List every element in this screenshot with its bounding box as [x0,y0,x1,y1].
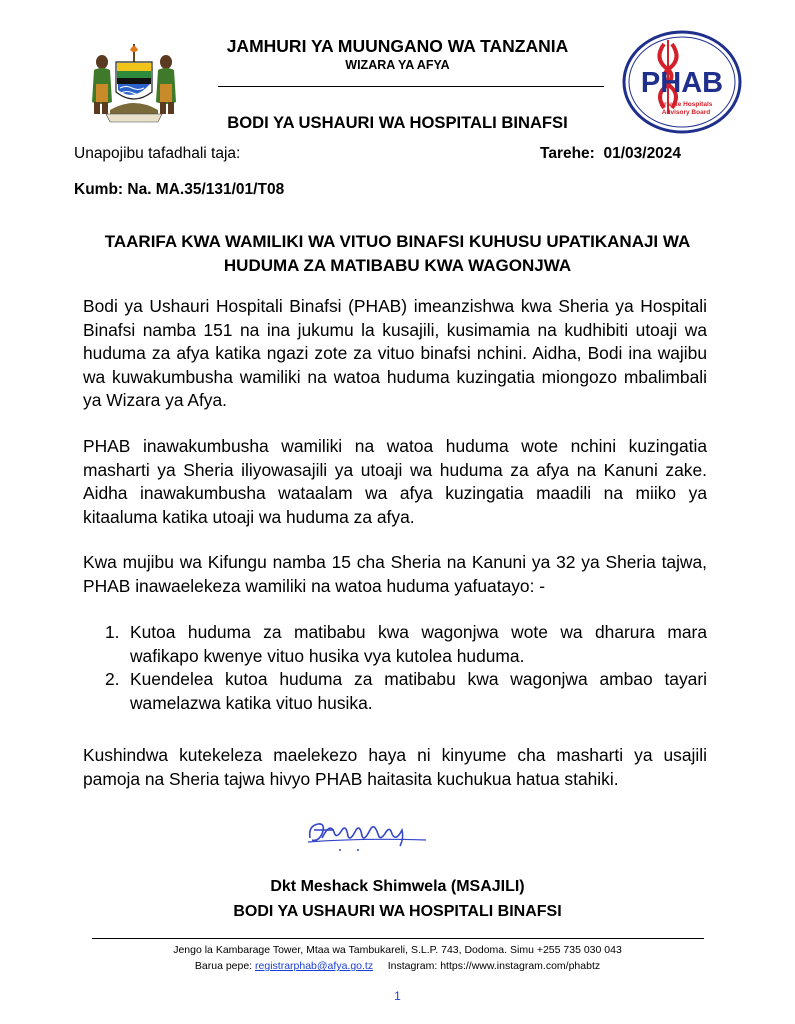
footer-contacts [0,959,795,974]
list-number: 2. [105,669,120,689]
page-number: 1 [394,989,401,1003]
header-divider [218,86,604,87]
list-item [105,668,707,715]
logo-text: PHAB [640,67,724,99]
logo-subtitle-1: Private Hospitals [659,101,713,108]
date-line [540,145,681,163]
phab-logo [620,28,744,136]
reply-label: Unapojibu tafadhali taja: [74,145,241,162]
paragraph-1: Bodi ya Ushauri Hospitali Binafsi (PHAB) imeanzishwa kwa Sheria ya Hospitali Binafsi namba 151 na ina jukumu la kusajili, kusimamia na kudhibiti utoaji wa huduma za afya katika ngazi zote za vituo binafsi nchini. Aidha, Bodi ina wajibu wa kuwakumbusha wamiliki na watoa huduma kuzingatia miongozo mbalimbali ya Wizara ya Afya. [83,296,707,410]
notice-title-line-1: TAARIFA KWA WAMILIKI WA VITUO BINAFSI KUHUSU UPATIKANAJI WA [104,232,691,251]
date-value: 01/03/2024 [603,145,682,162]
notice-title-line-2: HUDUMA ZA MATIBABU KWA WAGONJWA [223,256,572,275]
footer-divider [92,938,704,939]
instructions-list [105,621,707,715]
handwritten-signature [300,808,440,856]
list-text: Kuendelea kutoa huduma za matibabu kwa wagonjwa ambao tayari wamelazwa katika vituo husika. [130,669,707,713]
list-number: 1. [105,622,120,642]
footer-address: Jengo la Kambarage Tower, Mtaa wa Tambukareli, S.L.P. 743, Dodoma. Simu +255 735 030 043 [173,944,622,956]
logo-subtitle-2: Advisory Board [661,109,711,116]
email-link[interactable]: registrarphab@afya.go.tz [255,960,374,972]
republic-heading: JAMHURI YA MUUNGANO WA TANZANIA [226,36,569,56]
paragraph-2: PHAB inawakumbusha wamiliki na watoa huduma wote nchini kuzingatia masharti ya Sheria iliyowasajili ya utoaji wa huduma za afya na Kanuni zake. Aidha inawakumbusha wataalam wa afya kuzingatia maadili na miiko ya kitaaluma katika utoaji wa huduma za afya. [83,436,707,527]
instagram-text: Instagram: https://www.instagram.com/phabtz [387,960,601,972]
list-item [105,621,707,668]
notice-title [0,230,795,278]
signatory-organization: BODI YA USHAURI WA HOSPITALI BINAFSI [233,903,562,920]
paragraph-3: Kwa mujibu wa Kifungu namba 15 cha Sheria na Kanuni ya 32 ya Sheria tajwa, PHAB inawaelekeza wamiliki na watoa huduma yafuatayo: - [83,552,707,596]
paragraph-4: Kushindwa kutekeleza maelekezo haya ni kinyume cha masharti ya usajili pamoja na Sheria tajwa hivyo PHAB haitasita kuchukua hatua stahiki. [83,745,707,789]
signatory-name: Dkt Meshack Shimwela (MSAJILI) [270,878,525,895]
list-text: Kutoa huduma za matibabu kwa wagonjwa wote wa dharura mara wafikapo kwenye vituo husika vya kutolea huduma. [130,622,707,666]
email-label: Barua pepe: [194,960,253,972]
date-label: Tarehe: [540,145,595,162]
board-heading: BODI YA USHAURI WA HOSPITALI BINAFSI [227,113,568,132]
ministry-heading: WIZARA YA AFYA [345,58,450,72]
reference-number: Kumb: Na. MA.35/131/01/T08 [74,181,285,198]
